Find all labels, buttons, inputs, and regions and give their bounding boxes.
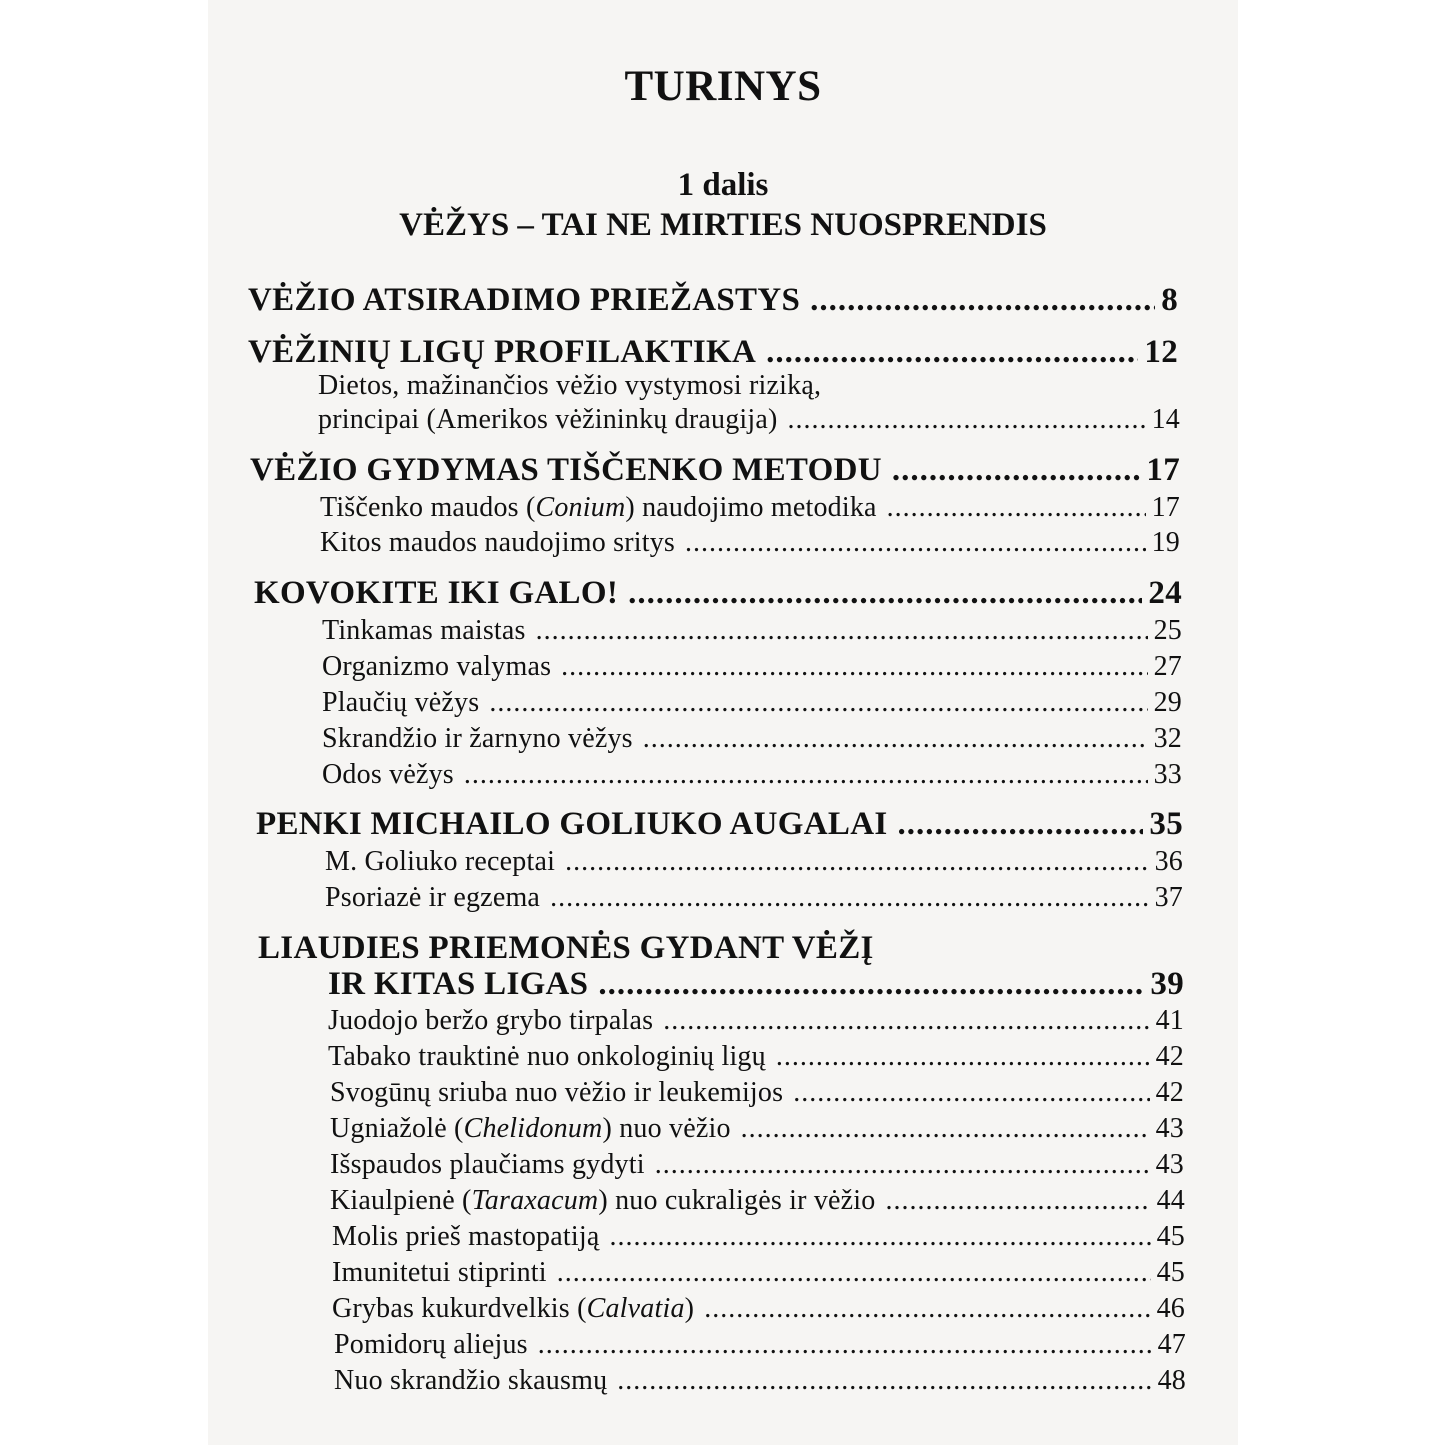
toc-page-number: 12 (1144, 334, 1178, 370)
toc-leader-dots (788, 404, 1146, 436)
toc-leader-dots (810, 282, 1155, 319)
toc-chapter-title: VĖŽIO ATSIRADIMO PRIEŽASTYS (248, 282, 801, 318)
toc-section-title: Išspaudos plaučiams gydyti (330, 1149, 645, 1180)
toc-leader-dots (704, 1293, 1150, 1325)
toc-page-number: 47 (1157, 1329, 1186, 1360)
latin-name: Taraxacum (471, 1185, 599, 1216)
toc-leader-dots (663, 1005, 1149, 1037)
toc-section-title: Skrandžio ir žarnyno vėžys (322, 723, 633, 754)
toc-section-title: Odos vėžys (322, 759, 454, 790)
toc-leader-dots (655, 1149, 1150, 1181)
toc-section (320, 492, 1180, 524)
toc-leader-dots (628, 575, 1142, 612)
title-part: ) nuo vėžio (602, 1113, 731, 1144)
toc-leader-dots (565, 846, 1149, 878)
toc-section (330, 1113, 1184, 1145)
toc-page-number: 42 (1155, 1041, 1184, 1072)
toc-chapter (256, 806, 1183, 843)
toc-leader-dots (685, 527, 1146, 559)
toc-page-number: 29 (1153, 687, 1182, 718)
toc-page-number: 42 (1155, 1077, 1184, 1108)
toc-section (320, 527, 1180, 559)
toc-section-title: M. Goliuko receptai (325, 846, 556, 877)
toc-page-number: 45 (1156, 1257, 1185, 1288)
toc-section (332, 1221, 1185, 1253)
toc-section (322, 687, 1182, 719)
title-part: Kiaulpienė ( (330, 1185, 472, 1216)
toc-page-number: 35 (1149, 806, 1183, 842)
toc-leader-dots (892, 452, 1141, 489)
toc-section (330, 1077, 1184, 1109)
toc-section-title: principai (Amerikos vėžininkų draugija) (318, 404, 778, 435)
toc-section (322, 615, 1182, 647)
toc-section (330, 1185, 1185, 1217)
toc-section (325, 882, 1183, 914)
toc-section (318, 404, 1180, 436)
toc-section-title: Organizmo valymas (322, 651, 552, 682)
toc-section-title: Tabako trauktinė nuo onkologinių ligų (328, 1041, 766, 1072)
toc-section (322, 651, 1182, 683)
toc-section (334, 1329, 1186, 1361)
toc-section (334, 1365, 1186, 1397)
latin-name: Conium (535, 492, 626, 523)
toc-leader-dots (561, 651, 1147, 683)
toc-section-title (332, 1293, 694, 1325)
toc-section-title (330, 1113, 731, 1145)
title-part: ) nuo cukraligės ir vėžio (598, 1185, 876, 1216)
toc-page-number: 17 (1151, 492, 1180, 523)
title-part: Tiščenko maudos ( (320, 492, 536, 523)
toc-chapter-title: PENKI MICHAILO GOLIUKO AUGALAI (256, 806, 888, 842)
toc-section (322, 723, 1182, 755)
latin-name: Chelidonum (463, 1113, 603, 1144)
toc-page-number: 32 (1153, 723, 1182, 754)
toc-page-number: 33 (1153, 759, 1182, 790)
toc-page-number: 25 (1153, 615, 1182, 646)
toc-section-title: Psoriazė ir egzema (325, 882, 541, 913)
toc-chapter (328, 966, 1184, 1003)
toc-chapter-title: VĖŽINIŲ LIGŲ PROFILAKTIKA (248, 334, 757, 370)
toc-chapter-title: KOVOKITE IKI GALO! (254, 575, 619, 611)
toc-section-title-line1: Dietos, mažinančios vėžio vystymosi riziką, (318, 370, 822, 401)
toc-section (328, 1005, 1184, 1037)
toc-section (328, 1041, 1184, 1073)
toc-page-number: 37 (1154, 882, 1183, 913)
toc-section (330, 1149, 1184, 1181)
toc-section-title: Svogūnų sriuba nuo vėžio ir leukemijos (330, 1077, 784, 1108)
toc-leader-dots (464, 759, 1148, 791)
toc-leader-dots (617, 1365, 1151, 1397)
toc-page-number: 43 (1155, 1113, 1184, 1144)
toc-leader-dots (489, 687, 1147, 719)
latin-name: Calvatia (586, 1293, 685, 1324)
toc-leader-dots (557, 1257, 1151, 1289)
toc-page-number: 45 (1156, 1221, 1185, 1252)
toc-page-number: 41 (1155, 1005, 1184, 1036)
toc-chapter-title-line1: LIAUDIES PRIEMONĖS GYDANT VĖŽĮ (258, 930, 874, 966)
toc-leader-dots (609, 1221, 1150, 1253)
toc-section-title: Imunitetui stiprinti (332, 1257, 547, 1288)
toc-leader-dots (598, 966, 1144, 1003)
toc-chapter (248, 334, 1178, 371)
toc-page-number: 48 (1157, 1365, 1186, 1396)
toc-section-title: Tinkamas maistas (322, 615, 526, 646)
toc-section-title: Juodojo beržo grybo tirpalas (328, 1005, 654, 1036)
toc-leader-dots (536, 615, 1148, 647)
page-title: TURINYS (624, 63, 822, 110)
toc-section-title: Plaučių vėžys (322, 687, 480, 718)
toc-section-title: Molis prieš mastopatiją (332, 1221, 600, 1252)
toc-chapter (248, 282, 1178, 319)
toc-section-title (320, 492, 877, 524)
toc-section (332, 1257, 1185, 1289)
toc-page-number: 14 (1151, 404, 1180, 435)
toc-page-number: 36 (1154, 846, 1183, 877)
toc-leader-dots (550, 882, 1149, 914)
toc-page-number: 27 (1153, 651, 1182, 682)
toc-page-number: 43 (1155, 1149, 1184, 1180)
toc-leader-dots (766, 334, 1138, 371)
toc-page-number: 39 (1150, 966, 1184, 1002)
toc-page-number: 8 (1161, 282, 1178, 318)
toc-page-number: 46 (1156, 1293, 1185, 1324)
part-number: 1 dalis (677, 167, 769, 203)
toc-leader-dots (898, 806, 1144, 843)
toc-leader-dots (793, 1077, 1149, 1109)
toc-chapter (254, 575, 1182, 612)
toc-leader-dots (741, 1113, 1150, 1145)
toc-section-title: Pomidorų aliejus (334, 1329, 528, 1360)
toc-chapter-title: VĖŽIO GYDYMAS TIŠČENKO METODU (250, 452, 882, 488)
part-name: VĖŽYS – TAI NE MIRTIES NUOSPRENDIS (399, 207, 1047, 243)
toc-chapter (250, 452, 1180, 489)
title-part: Ugniažolė ( (330, 1113, 464, 1144)
toc-section (325, 846, 1183, 878)
toc-page-number: 24 (1148, 575, 1182, 611)
title-part: Grybas kukurdvelkis ( (332, 1293, 587, 1324)
toc-leader-dots (885, 1185, 1150, 1217)
toc-page-number: 17 (1146, 452, 1180, 488)
toc-leader-dots (538, 1329, 1152, 1361)
toc-section (332, 1293, 1185, 1325)
toc-page-number: 44 (1156, 1185, 1185, 1216)
toc-chapter-title: IR KITAS LIGAS (328, 966, 589, 1002)
title-part: ) (684, 1293, 695, 1324)
toc-leader-dots (776, 1041, 1150, 1073)
toc-leader-dots (887, 492, 1146, 524)
toc-section-title (330, 1185, 875, 1217)
toc-section-title: Nuo skrandžio skausmų (334, 1365, 608, 1396)
toc-leader-dots (643, 723, 1148, 755)
toc-page-number: 19 (1151, 527, 1180, 558)
title-part: ) naudojimo metodika (625, 492, 877, 523)
toc-section (322, 759, 1182, 791)
toc-section-title: Kitos maudos naudojimo sritys (320, 527, 676, 558)
